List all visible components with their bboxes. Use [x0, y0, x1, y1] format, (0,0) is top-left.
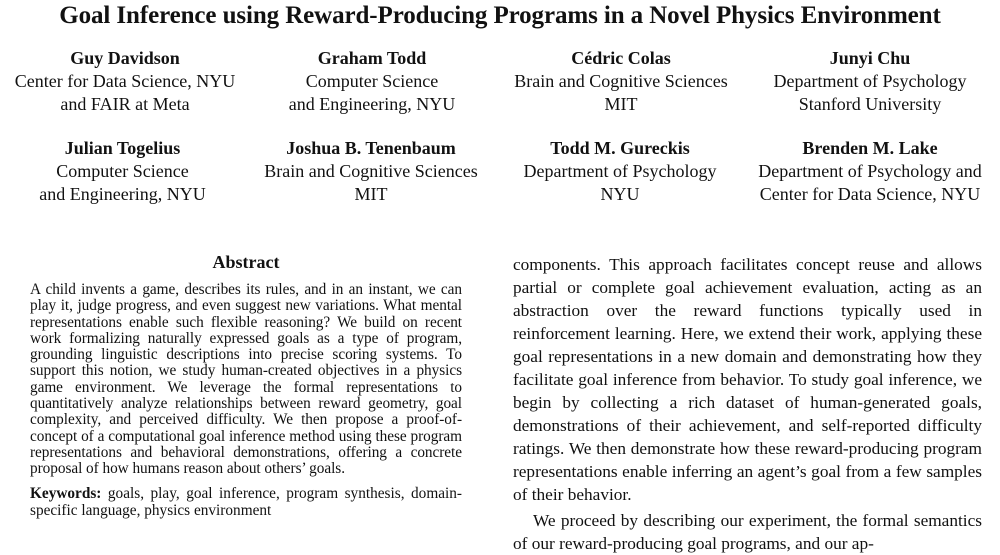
paper-title: Goal Inference using Reward-Producing Programs in a Novel Physics Environment: [59, 2, 941, 29]
keywords-label: Keywords:: [30, 484, 102, 502]
author-name: Brenden M. Lake: [802, 138, 938, 158]
author-affiliation: Center for Data Science, NYU: [14, 71, 236, 91]
author-affiliation: Department of Psychology: [523, 161, 717, 181]
body-paragraph: components. This approach facilitates concept reuse and allows partial or complete goal achievement evaluation, acting as an abstraction over the reward functions typically used in reinforcement learning. Here, we extend their work, applying these goal representations in a new domain and demonstrating how they facilitate goal inference from behavior. To study goal inference, we begin by collecting a rich dataset of human-generated goals, demonstrations of their achievement, and self-reported difficulty ratings. We then demonstrate how these reward-producing program representations enable inferring an agent’s goal from a few samples of their behavior.: [513, 255, 982, 504]
author-block: [740, 137, 1000, 206]
author-affiliation: Brain and Cognitive Sciences: [264, 161, 478, 181]
author-affiliation: Department of Psychology and: [758, 161, 982, 181]
author-affiliation: NYU: [600, 184, 640, 204]
author-affiliation: MIT: [604, 94, 638, 114]
author-name: Julian Togelius: [64, 138, 181, 158]
author-affiliation: and Engineering, NYU: [288, 94, 456, 114]
author-name: Guy Davidson: [70, 48, 180, 68]
author-affiliation: Computer Science: [56, 161, 189, 181]
author-affiliation: MIT: [354, 184, 388, 204]
author-affiliation: Stanford University: [798, 94, 942, 114]
abstract-section: [30, 252, 462, 519]
author-block: [247, 47, 497, 116]
author-name: Todd M. Gureckis: [550, 138, 690, 158]
body-paragraph: We proceed by describing our experiment, the formal semantics of our reward-producing goal programs, and our ap-: [513, 511, 982, 553]
author-block: [495, 137, 745, 206]
abstract-heading: Abstract: [212, 252, 280, 272]
author-name: Graham Todd: [317, 48, 427, 68]
keywords-line: [30, 485, 462, 519]
author-affiliation: Department of Psychology: [773, 71, 967, 91]
author-block: [0, 137, 245, 206]
author-affiliation: Computer Science: [305, 71, 439, 91]
body-text-column: [513, 253, 982, 555]
keywords-text: goals, play, goal inference, program synthesis, domain-specific language, physics environment: [30, 484, 462, 519]
author-block: [496, 47, 746, 116]
author-block: [0, 47, 250, 116]
abstract-text: A child invents a game, describes its rules, and in an instant, we can play it, judge progress, and even suggest new variations. What mental representations enable such flexible reasoning? We build on recent work formalizing naturally expressed goals as a type of program, grounding linguistic descriptions into precise scoring systems. To support this notion, we study human-created objectives in a physics game environment. We leverage the formal representations to quantitatively analyze relationships between reward geometry, goal complexity, and perceived difficulty. We then propose a proof-of-concept of a computational goal inference method using these program representations and behavioral demonstrations, offering a concrete proposal of how humans reason about others’ goals.: [30, 281, 462, 478]
author-block: [745, 47, 995, 116]
author-name: Joshua B. Tenenbaum: [286, 138, 456, 158]
author-affiliation: and FAIR at Meta: [60, 94, 190, 114]
author-affiliation: Brain and Cognitive Sciences: [514, 71, 728, 91]
author-name: Junyi Chu: [829, 48, 911, 68]
author-block: [246, 137, 496, 206]
author-affiliation: Center for Data Science, NYU: [759, 184, 981, 204]
author-name: Cédric Colas: [571, 48, 671, 68]
author-affiliation: and Engineering, NYU: [39, 184, 206, 204]
